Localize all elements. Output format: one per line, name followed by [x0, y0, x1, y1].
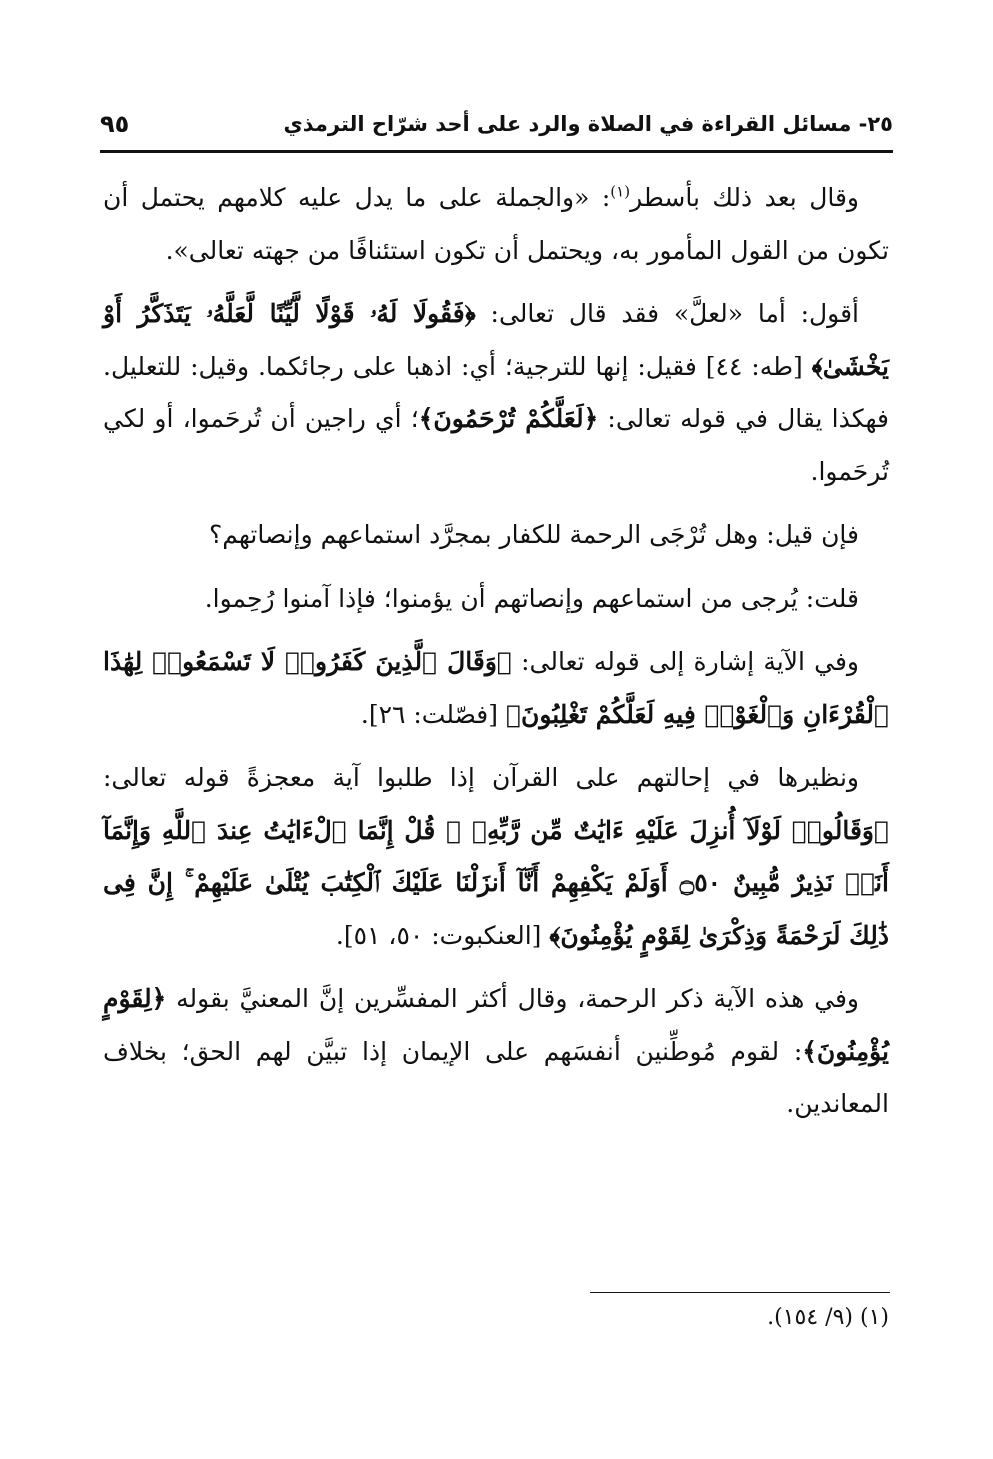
paragraph — [103, 172, 889, 277]
paragraph — [103, 636, 889, 741]
paragraph-text: : لقوم مُوطِّنين أنفسَهم على الإيمان إذا تبيَّن لهم الحق؛ بخلاف المعاندين. — [103, 1036, 889, 1118]
quran-verse: ﴿وَقَالَ ٱلَّذِينَ كَفَرُوا۟ لَا تَسْمَعُوا۟ لِهَٰذَا ٱلْقُرْءَانِ وَٱلْغَوْا۟ فِيهِ لَعَلَّكُمْ تَغْلِبُونَ﴾ — [103, 647, 889, 729]
footnote-separator — [590, 1292, 890, 1293]
paragraph-text: وفي الآية إشارة إلى قوله تعالى: — [511, 647, 860, 676]
paragraph — [103, 573, 889, 626]
paragraph-text: أقول: أما «لعلَّ» فقد قال تعالى: — [475, 299, 859, 328]
paragraph-text: وفي هذه الآية ذكر الرحمة، وقال أكثر المفسِّرين إنَّ المعنيَّ بقوله — [166, 984, 859, 1013]
quran-verse: ﴿لَعَلَّكُمْ تُرْحَمُونَ﴾ — [418, 404, 599, 433]
body-text — [103, 172, 889, 1142]
paragraph-text: [العنكبوت: ٥٠، ٥١]. — [335, 920, 550, 950]
paragraph-text: قلت: يُرجى من استماعهم وإنصاتهم أن يؤمنوا؛ فإذا آمنوا رُحِموا. — [204, 583, 859, 613]
paragraph-text: [فصّلت: ٢٦]. — [360, 699, 506, 729]
paragraph — [103, 288, 889, 498]
paragraph-text: [طه: ٤٤] فقيل: إنها للترجية؛ أي: اذهبا على رجائكما. وقيل: للتعليل. فهكذا يقال في قوله تعالى: — [103, 351, 889, 433]
running-header — [100, 108, 893, 152]
paragraph-text: وقال بعد ذلك بأسطر — [630, 183, 859, 212]
paragraph-text: ونظيرها في إحالتهم على القرآن إذا طلبوا آية معجزةً قوله تعالى: — [103, 763, 859, 792]
quran-verse: ﴿لِقَوْمٍ يُؤْمِنُونَ﴾ — [103, 984, 889, 1066]
quran-verse: ﴿فَقُولَا لَهُۥ قَوْلًا لَّيِّنًا لَّعَلَّهُۥ يَتَذَكَّرُ أَوْ يَخْشَىٰ﴾ — [103, 299, 889, 381]
running-title: ٢٥- مسائل القراءة في الصلاة والرد على أحد شرّاح الترمذي — [283, 112, 893, 136]
footnote: (١) (٩/ ١٥٤). — [767, 1305, 889, 1330]
paragraph — [103, 752, 889, 962]
paragraph — [103, 973, 889, 1131]
paragraph — [103, 509, 889, 562]
page-number: ٩٥ — [100, 110, 130, 138]
header-rule — [100, 150, 893, 153]
paragraph-text: فإن قيل: وهل تُرْجَى الرحمة للكفار بمجرَّد استماعهم وإنصاتهم؟ — [208, 520, 859, 549]
quran-verse: ﴿وَقَالُوا۟ لَوْلَآ أُنزِلَ عَلَيْهِ ءَايَٰتٌ مِّن رَّبِّهِۦ ۖ قُلْ إِنَّمَا ٱلْءَايَٰتُ عِندَ ٱللَّهِ وَإِنَّمَآ أَنَا۠ نَذِيرٌ مُّبِينٌ ۝٥٠ أَوَلَمْ يَكْفِهِمْ أَنَّآ أَنزَلْنَا عَلَيْكَ ٱلْكِتَٰبَ يُتْلَىٰ عَلَيْهِمْ ۚ إِنَّ فِى ذَٰلِكَ لَرَحْمَةً وَذِكْرَىٰ لِقَوْمٍ يُؤْمِنُونَ﴾ — [103, 815, 889, 950]
paragraph-text: ؛ أي راجين أن تُرحَموا، أو لكي تُرحَموا. — [103, 404, 889, 486]
footnote-marker: (١) — [610, 182, 631, 201]
paragraph-text: : «والجملة على ما يدل عليه كلامهم يحتمل أن تكون من القول المأمور به، ويحتمل أن تكون استئنافًا من جهته تعالى». — [103, 183, 889, 265]
